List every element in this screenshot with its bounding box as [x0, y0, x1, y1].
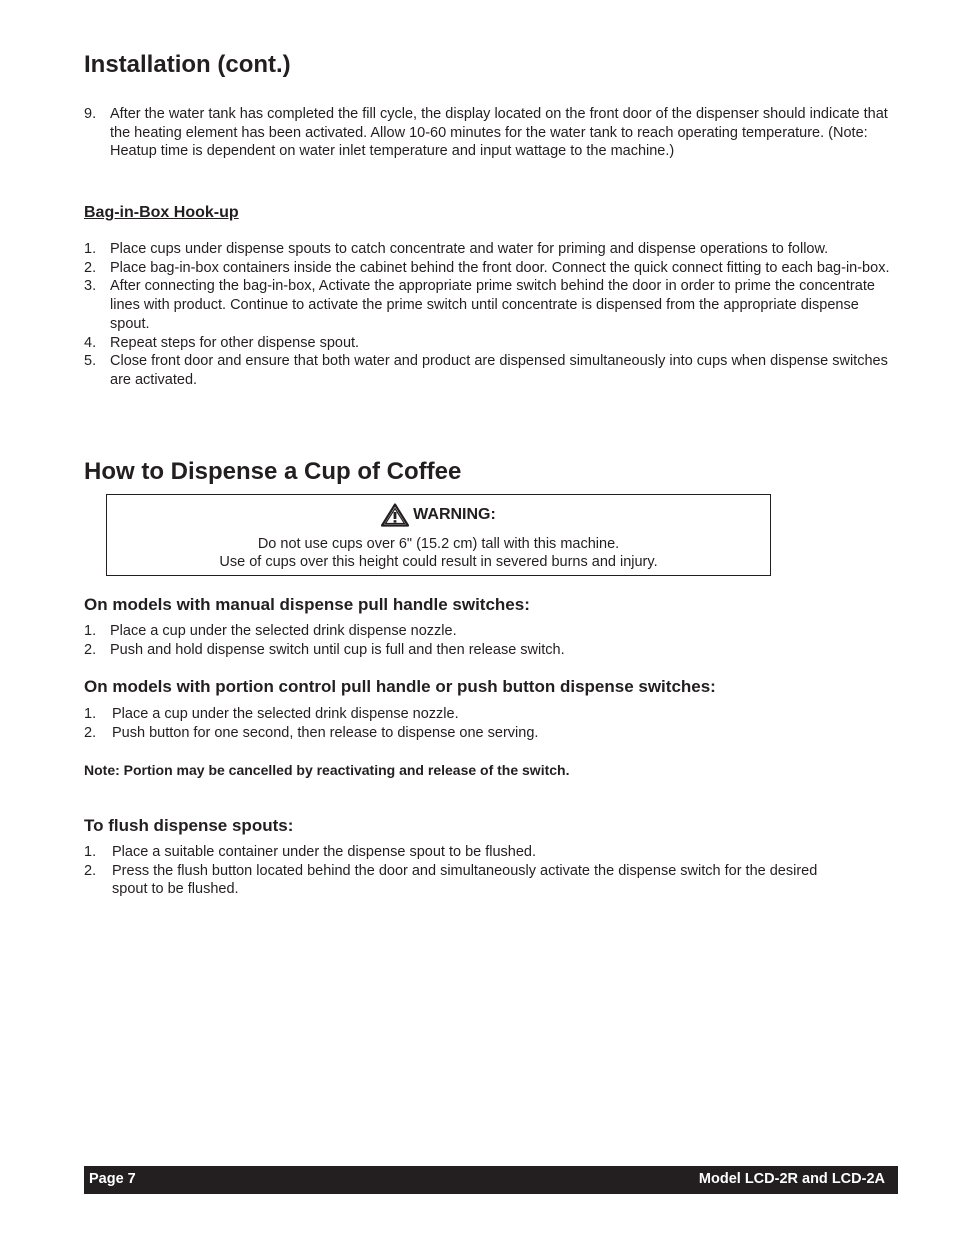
step-text: Place cups under dispense spouts to catch concentrate and water for priming and dispense operations to follow. — [110, 241, 829, 257]
installation-steps — [84, 105, 899, 161]
step-text: Press the flush button located behind the door and simultaneously activate the dispense switch for the desired spout to be flushed. — [112, 862, 818, 898]
list-item — [84, 240, 899, 259]
bag-in-box-steps — [84, 240, 899, 390]
step-number: 1. — [84, 706, 97, 722]
manual-models-heading: On models with manual dispense pull handle switches: — [84, 595, 530, 614]
step-number: 2. — [84, 641, 97, 658]
list-item — [84, 277, 899, 333]
step-number: 5. — [84, 353, 97, 370]
portion-models-heading: On models with portion control pull handle or push button dispense switches: — [84, 677, 716, 696]
step-text: Repeat steps for other dispense spout. — [110, 334, 360, 351]
step-text: Push and hold dispense switch until cup is full and then release switch. — [110, 641, 565, 658]
step-number: 2. — [84, 724, 97, 741]
list-item — [84, 862, 844, 899]
dispense-heading: How to Dispense a Cup of Coffee — [84, 458, 462, 485]
warning-triangle-icon — [381, 503, 409, 527]
list-item — [84, 259, 899, 278]
installation-heading: Installation (cont.) — [84, 51, 291, 78]
page-footer — [84, 1166, 898, 1194]
step-number: 9. — [84, 106, 97, 122]
list-item — [84, 641, 899, 660]
step-number: 2. — [84, 259, 97, 276]
step-number: 2. — [84, 862, 97, 879]
warning-label: WARNING: — [413, 506, 496, 523]
step-text: Place a cup under the selected drink dispense nozzle. — [112, 706, 459, 722]
list-item — [84, 705, 899, 724]
warning-box — [106, 494, 771, 576]
step-text: After the water tank has completed the fill cycle, the display located on the front door of the dispenser should indicate that the heating element has been activated. Allow 10-60 minutes for the water tank to reach operating temperature. (Note: Heatup time is dependent on water inlet temperature and input wattage to the machine.) — [110, 106, 888, 160]
list-item — [84, 352, 899, 389]
list-item — [84, 622, 899, 641]
warning-title — [107, 503, 770, 527]
step-number: 1. — [84, 623, 97, 639]
warning-text-line-2: Use of cups over this height could result in severed burns and injury. — [219, 554, 658, 570]
step-text: Push button for one second, then release to dispense one serving. — [112, 724, 539, 741]
list-item — [84, 724, 899, 743]
step-text: After connecting the bag-in-box, Activate the appropriate prime switch behind the door in order to prime the concentrate lines with product. Continue to activate the prime switch until concentrate is dispensed from the appropriate dispense spout. — [110, 278, 875, 332]
step-number: 3. — [84, 278, 97, 295]
manual-steps — [84, 622, 899, 659]
list-item — [84, 843, 844, 862]
warning-text-line-1: Do not use cups over 6" (15.2 cm) tall with this machine. — [257, 536, 620, 552]
step-text: Close front door and ensure that both water and product are dispensed simultaneously into cups when dispense switches are activated. — [110, 353, 888, 388]
step-number: 4. — [84, 334, 97, 351]
flush-steps — [84, 843, 844, 899]
step-number: 1. — [84, 241, 97, 257]
step-text: Place a suitable container under the dispense spout to be flushed. — [112, 844, 537, 860]
list-item — [84, 334, 899, 353]
step-number: 1. — [84, 844, 97, 860]
flush-heading: To flush dispense spouts: — [84, 816, 294, 835]
bag-in-box-heading: Bag-in-Box Hook-up — [84, 204, 239, 221]
portion-note: Note: Portion may be cancelled by reactivating and release of the switch. — [84, 762, 570, 778]
list-item — [84, 105, 899, 161]
model-name: Model LCD-2R and LCD-2A — [698, 1171, 885, 1187]
step-text: Place a cup under the selected drink dispense nozzle. — [110, 623, 457, 639]
page-number: Page 7 — [89, 1171, 136, 1187]
portion-steps — [84, 705, 899, 742]
step-text: Place bag-in-box containers inside the cabinet behind the front door. Connect the quick connect fitting to each bag-in-box. — [110, 259, 890, 276]
